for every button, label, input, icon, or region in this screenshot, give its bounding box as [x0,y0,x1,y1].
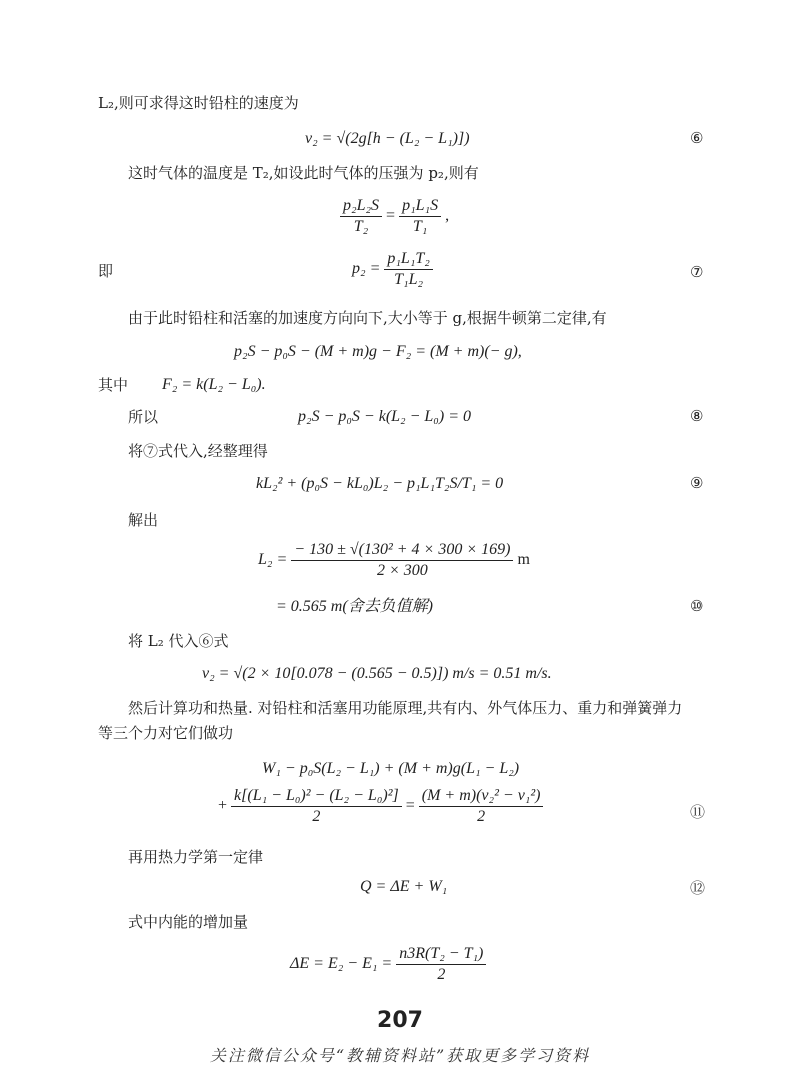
equation-tag-9: ⑨ [690,474,704,492]
page-number: 207 [377,1008,423,1033]
fraction-denominator: 2 [437,966,446,983]
paragraph-substitute-l2: 将 L₂ 代入⑥式 [128,632,229,650]
equation-tag-12: ⑫ [690,879,706,897]
equation-lhs: ΔE = E₂ − E₁ = [290,955,393,973]
equation-12: Q = ΔE + W₁ [360,878,448,895]
paragraph-work-heat-2: 等三个力对它们做功 [98,724,234,742]
word-jiechu: 解出 [128,511,159,529]
fraction-numerator: p₂L₂S [340,196,382,217]
paragraph-velocity-intro: L₂,则可求得这时铅柱的速度为 [98,94,299,112]
plus-sign: + [218,797,228,815]
fraction-numerator: n3R(T₂ − T₁) [396,944,486,965]
fraction-numerator: − 130 ± √(130² + 4 × 300 × 169) [291,540,513,561]
paragraph-substitute-7: 将⑦式代入,经整理得 [128,442,268,460]
equation-tag-7: ⑦ [690,263,704,281]
paragraph-newton: 由于此时铅柱和活塞的加速度方向向下,大小等于 g,根据牛顿第二定律,有 [128,309,607,327]
equation-8: p₂S − p₀S − k(L₂ − L₀) = 0 [298,408,471,425]
fraction-numerator: k[(L₁ − L₀)² − (L₂ − L₀)²] [231,786,402,807]
word-suoyi: 所以 [128,408,159,426]
word-qizhong: 其中 [98,376,129,394]
fraction-numerator: p₁L₁S [399,196,441,217]
equation-9: kL₂² + (p₀S − kL₀)L₂ − p₁L₁T₂S/T₁ = 0 [256,475,504,492]
fraction-denominator: 2 × 300 [376,562,428,579]
fraction-numerator: (M + m)(v₂² − v₁²) [419,786,544,807]
fraction-denominator: T₁L₂ [394,271,424,288]
fraction [384,249,432,290]
equation-lhs: L₂ = [258,551,288,569]
equation-tag-10: ⑩ [690,597,704,615]
fraction-left [340,196,382,237]
paragraph-first-law: 再用热力学第一定律 [128,848,264,866]
fraction [291,540,513,581]
fraction-right [399,196,441,237]
paragraph-internal-energy: 式中内能的增加量 [128,913,249,931]
equation-tag-8: ⑧ [690,407,704,425]
equation-tag-6: ⑥ [690,129,704,147]
fraction-right [419,786,544,827]
footer-notice: 关注微信公众号“教辅资料站”获取更多学习资料 [209,1046,591,1065]
paragraph-gas-temperature: 这时气体的温度是 T₂,如设此时气体的压强为 p₂,则有 [128,164,479,182]
paragraph-work-heat-1: 然后计算功和热量. 对铅柱和活塞用功能原理,共有内、外气体压力、重力和弹簧弹力 [128,699,683,717]
equation-velocity-value: v₂ = √(2 × 10[0.078 − (0.565 − 0.5)]) m/s = 0.51 m/s. [202,665,552,682]
equation-newton: p₂S − p₀S − (M + m)g − F₂ = (M + m)(− g), [234,343,522,360]
equals-sign: = [405,797,415,815]
equation-solution [258,540,530,581]
fraction-numerator: p₁L₁T₂ [384,249,432,270]
equation-f2: F₂ = k(L₂ − L₀). [162,376,266,393]
fraction-left [231,786,402,827]
unit: m [517,551,530,569]
equation-lhs: p₂ = [352,260,381,278]
fraction [396,944,486,985]
equation-10: = 0.565 m(舍去负值解) [276,598,434,615]
equation-7 [352,249,433,290]
fraction-denominator: T₁ [412,218,428,235]
fraction-denominator: T₂ [353,218,369,235]
equation-delta-e [290,944,486,985]
equation-ratio: $\frac{\text{p₂L₂S}}{\text{T₂}}$ = $\frac{\text{p₁L₁S}}{\text{T₁}}$ , [340,196,449,237]
equation-11-line1: W₁ − p₀S(L₂ − L₁) + (M + m)g(L₁ − L₂) [262,760,520,777]
fraction-denominator: 2 [477,808,486,825]
equation-tag-11: ⑪ [690,803,706,821]
word-ji: 即 [98,262,114,280]
fraction-denominator: 2 [312,808,321,825]
equation-6: v₂ = √(2g[h − (L₂ − L₁)]) [305,130,470,147]
equation-11-line2 [218,786,543,827]
